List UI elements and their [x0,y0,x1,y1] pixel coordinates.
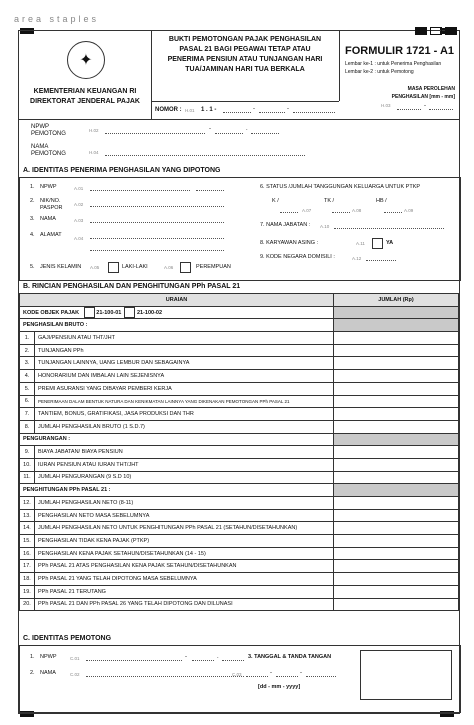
row-number: 3. [20,357,35,370]
field-num: 2. [30,198,35,204]
tanggal-code: C.03 [232,672,242,677]
c-nama-field[interactable] [86,676,244,677]
table-row [20,535,459,548]
nomor-label: NOMOR : [155,107,182,113]
tanggal-dd[interactable] [246,676,268,677]
row-number: 16. [20,547,35,560]
c-nama-code: C.02 [70,672,80,677]
hb-label: HB / [376,198,387,204]
row-amount-field[interactable] [334,370,459,383]
status-label: 6. STATUS /JUMLAH TANGGUNGAN KELUARGA UNTUK PTKP [260,184,421,190]
hb-code: A.09 [404,208,414,213]
row-description: HONORARIUM DAN IMBALAN LAIN SEJENISNYA [35,370,334,383]
table-row [20,446,459,459]
laki-checkbox[interactable] [108,262,119,273]
jabatan-field[interactable] [334,228,444,229]
masa-to-field[interactable] [429,109,453,110]
row-description: JUMLAH PENGHASILAN NETO UNTUK PENGHITUNGAN PPh PASAL 21 (SETAHUN/DISETAHUNKAN) [35,522,334,535]
nik-code: A.02 [74,202,84,207]
nama-label: NAMA [40,216,56,222]
asing-label: 8. KARYAWAN ASING : [260,240,319,246]
k-code: A.07 [302,208,312,213]
masa-perolehan [392,85,455,101]
pph-header: PENGHITUNGAN PPh PASAL 21 : [20,484,334,497]
c-npwp-field-3[interactable] [222,660,244,661]
row-amount-field[interactable] [334,382,459,395]
pemotong-header: NPWP PEMOTONG H.02 - . NAMA PEMOTONG H.04 [19,119,459,164]
table-row [20,395,459,408]
table-row [20,408,459,421]
row-amount-field[interactable] [334,344,459,357]
c-npwp-code: C.01 [70,656,80,661]
row-description: PPh PASAL 21 YANG TELAH DIPOTONG MASA SEBELUMNYA [35,573,334,586]
form-marker-boxes [415,27,457,35]
row-number: 18. [20,573,35,586]
field-num: 5. [30,264,35,270]
row-amount-field[interactable] [334,535,459,548]
row-number: 11. [20,471,35,484]
c-npwp-field[interactable] [86,660,182,661]
row-description: PPh PASAL 21 ATAS PENGHASILAN KENA PAJAK SETAHUN/DISETAHUNKAN [35,560,334,573]
laki-code: A.05 [90,265,100,270]
table-row [20,573,459,586]
row-number: 19. [20,585,35,598]
tanggal-yyyy[interactable] [306,676,336,677]
row-amount-field[interactable] [334,420,459,433]
title-line: PASAL 21 BAGI PEGAWAI TETAP ATAU [179,46,311,53]
row-amount-field[interactable] [334,332,459,345]
nomor-code: H.01 [185,108,195,113]
lembar-2: Lembar ke-2 : untuk Pemotong [345,69,414,75]
field-num: 2. [30,670,35,676]
row-description: JUMLAH PENGURANGAN (9 S.D 10) [35,471,334,484]
row-amount-field[interactable] [334,458,459,471]
table-row [20,382,459,395]
nik-label: NIK/NO. PASPOR [40,198,63,211]
row-number: 20. [20,598,35,611]
npwp-field-2[interactable] [196,190,224,191]
col-jumlah: JUMLAH (Rp) [334,294,459,307]
table-row [20,560,459,573]
section-b-title: B. RINCIAN PENGHASILAN DAN PENGHITUNGAN PPh PASAL 21 [23,283,241,290]
row-number: 4. [20,370,35,383]
date-format: [dd - mm - yyyy] [258,684,301,690]
row-amount-field[interactable] [334,408,459,421]
row-number: 9. [20,446,35,459]
rincian-table [19,293,459,611]
table-row [20,420,459,433]
masa-from-field[interactable] [397,109,421,110]
title-line: PENERIMA PENSIUN ATAU TUNJANGAN HARI [167,56,323,63]
perempuan-checkbox[interactable] [180,262,191,273]
npwp-pemotong-field[interactable] [105,133,205,134]
nik-field[interactable] [90,206,224,207]
table-row [20,471,459,484]
row-number: 5. [20,382,35,395]
row-number: 13. [20,509,35,522]
row-number: 17. [20,560,35,573]
nomor-field-2[interactable] [259,112,285,113]
asing-checkbox[interactable] [372,238,383,249]
table-row [20,598,459,611]
alamat-code: A.04 [74,236,84,241]
c-nama-label: NAMA [40,670,56,676]
npwp-field[interactable] [90,190,190,191]
row-description: GAJI/PENSIUN ATAU THT/JHT [35,332,334,345]
row-description: JUMLAH PENGHASILAN BRUTO (1 S.D.7) [35,420,334,433]
kode-objek-label: KODE OBJEK PAJAK [23,309,80,316]
title-line: TUA/JAMINAN HARI TUA BERKALA [185,66,305,73]
nomor-prefix: 1 . 1 - [201,107,217,113]
section-a-box [19,177,461,281]
npwp-pemotong-field-3[interactable] [251,133,279,134]
nama-code: A.03 [74,218,84,223]
row-number: 1. [20,332,35,345]
negara-code: A.12 [352,256,362,261]
hb-field[interactable] [384,212,402,213]
section-c-title: C. IDENTITAS PEMOTONG [23,635,112,642]
nama-pemotong-code: H.04 [89,150,99,155]
row-number: 14. [20,522,35,535]
row-description: PENGHASILAN TIDAK KENA PAJAK (PTKP) [35,535,334,548]
form-1721-a1 [18,30,460,714]
row-description: TUNJANGAN LAINNYA, UANG LEMBUR DAN SEBAGAINYA [35,357,334,370]
jabatan-code: A.10 [320,224,330,229]
table-row [20,344,459,357]
perempuan-code: A.06 [164,265,174,270]
nomor-field-3[interactable] [293,112,335,113]
section-c-box: 1. NPWP C.01 - . 2. NAMA C.02 3. TANGGAL & TANDA TANGAN C.03 - - [dd - mm - yyyy] [19,645,461,713]
row-description: BIAYA JABATAN/ BIAYA PENSIUN [35,446,334,459]
npwp-pemotong-label: NPWP PEMOTONG [31,124,66,137]
tk-label: TK / [324,198,335,204]
pengurangan-header: PENGURANGAN : [20,433,334,446]
k-label: K / [272,198,279,204]
field-num: 4. [30,232,35,238]
title-line: BUKTI PEMOTONGAN PAJAK PENGHASILAN [168,36,322,43]
table-row [20,332,459,345]
signature-box[interactable] [360,650,452,700]
laki-label: LAKI-LAKI [122,264,148,270]
row-description: IURAN PENSIUN ATAU IURAN THT/JHT [35,458,334,471]
row-number: 15. [20,535,35,548]
row-amount-field[interactable] [334,471,459,484]
npwp-code: A.01 [74,186,84,191]
negara-field[interactable] [366,260,396,261]
table-row [20,509,459,522]
directorate-name: DIREKTORAT JENDERAL PAJAK [30,98,140,105]
masa-format: PENGHASILAN [mm - mm] [391,94,455,100]
row-number: 12. [20,497,35,510]
kode-2: 21-100-02 [136,309,163,316]
table-row [20,497,459,510]
npwp-label: NPWP [40,184,57,190]
c-npwp-field-2[interactable] [192,660,214,661]
field-num: 3. [30,216,35,222]
row-number: 10. [20,458,35,471]
section-a-title: A. IDENTITAS PENERIMA PENGHASILAN YANG DIPOTONG [23,167,221,174]
row-description: TUNJANGAN PPh [35,344,334,357]
nomor-row: NOMOR : H.01 1 . 1 - - - [151,101,339,120]
row-amount-field[interactable] [334,560,459,573]
bruto-header: PENGHASILAN BRUTO : [20,319,334,332]
field-num: 1. [30,654,35,660]
row-amount-field[interactable] [334,446,459,459]
row-amount-field[interactable] [334,522,459,535]
asing-code: A.11 [356,241,365,246]
table-row [20,522,459,535]
row-amount-field[interactable] [334,573,459,586]
row-amount-field[interactable] [334,547,459,560]
kode-1-checkbox[interactable] [84,307,95,318]
row-number: 8. [20,420,35,433]
masa-label: MASA PEROLEHAN [407,86,455,92]
row-description: PPh PASAL 21 DAN PPh PASAL 26 YANG TELAH DIPOTONG DAN DILUNASI [35,598,334,611]
row-description: TANTIEM, BONUS, GRATIFIKASI, JASA PRODUKSI DAN THR [35,408,334,421]
row-description: JUMLAH PENGHASILAN NETO (8-11) [35,497,334,510]
form-name: FORMULIR 1721 - A1 [345,45,455,57]
row-description: PENERIMAAN DALAM BENTUK NATURA DAN KENIKMATAN LAINNYA YANG DIKENAKAN PEMOTONGAN PPh PASAL 21 [35,395,334,408]
perempuan-label: PEREMPUAN [196,264,231,270]
row-description: PREMI ASURANSI YANG DIBAYAR PEMBERI KERJA [35,382,334,395]
row-amount-field[interactable] [334,497,459,510]
col-uraian: URAIAN [20,294,334,307]
row-number: 2. [20,344,35,357]
nama-pemotong-label: NAMA PEMOTONG [31,144,66,157]
table-row [20,585,459,598]
jabatan-label: 7. NAMA JABATAN : [260,222,311,228]
tk-code: A.08 [352,208,362,213]
header-title [151,31,340,101]
alamat-field-1[interactable] [90,238,224,239]
masa-code: H.03 [381,103,391,108]
row-description: PPh PASAL 21 TERUTANG [35,585,334,598]
table-row [20,547,459,560]
row-description: PENGHASILAN KENA PAJAK SETAHUN/DISETAHUNKAN (14 - 15) [35,547,334,560]
row-amount-field[interactable] [334,585,459,598]
field-num: 1. [30,184,35,190]
row-amount-field[interactable] [334,357,459,370]
header-form-info: FORMULIR 1721 - A1 Lembar ke-1 : untuk Penerima Penghasilan Lembar ke-2 : untuk Pemotong MASA PEROLEHAN PENGHASILAN [mm - mm] H.03 - [339,31,459,119]
lembar-1: Lembar ke-1 : untuk Penerima Penghasilan [345,61,442,67]
row-number: 7. [20,408,35,421]
negara-label: 9. KODE NEGARA DOMISILI : [260,254,335,260]
k-field[interactable] [280,212,298,213]
row-amount-field[interactable] [334,598,459,611]
nomor-field-1[interactable] [223,112,251,113]
row-number: 6. [20,395,35,408]
npwp-pemotong-code: H.02 [89,128,99,133]
tanggal-mm[interactable] [276,676,298,677]
row-amount-field[interactable] [334,509,459,522]
tanggal-label: 3. TANGGAL & TANDA TANGAN [248,654,332,660]
row-description: PENGHASILAN NETO MASA SEBELUMNYA [35,509,334,522]
alamat-label: ALAMAT [40,232,62,238]
ministry-name: KEMENTERIAN KEUANGAN RI [33,88,137,95]
tk-field[interactable] [332,212,350,213]
row-amount-field[interactable] [334,395,459,408]
alamat-field-2[interactable] [90,250,224,251]
npwp-pemotong-field-2[interactable] [215,133,243,134]
nama-pemotong-field[interactable] [105,155,305,156]
nama-field[interactable] [90,222,224,223]
kode-2-checkbox[interactable] [124,307,135,318]
table-row [20,370,459,383]
kode-objek-row [20,306,334,319]
kode-1: 21-100-01 [96,309,122,316]
jenis-kelamin-label: JENIS KELAMIN [40,264,82,270]
area-staples-label: area staples [14,14,100,24]
ya-label: YA [386,240,394,246]
header-ministry [19,31,152,119]
table-row [20,458,459,471]
c-npwp-label: NPWP [40,654,57,660]
garuda-emblem-icon: ✦ [67,41,105,79]
table-row [20,357,459,370]
